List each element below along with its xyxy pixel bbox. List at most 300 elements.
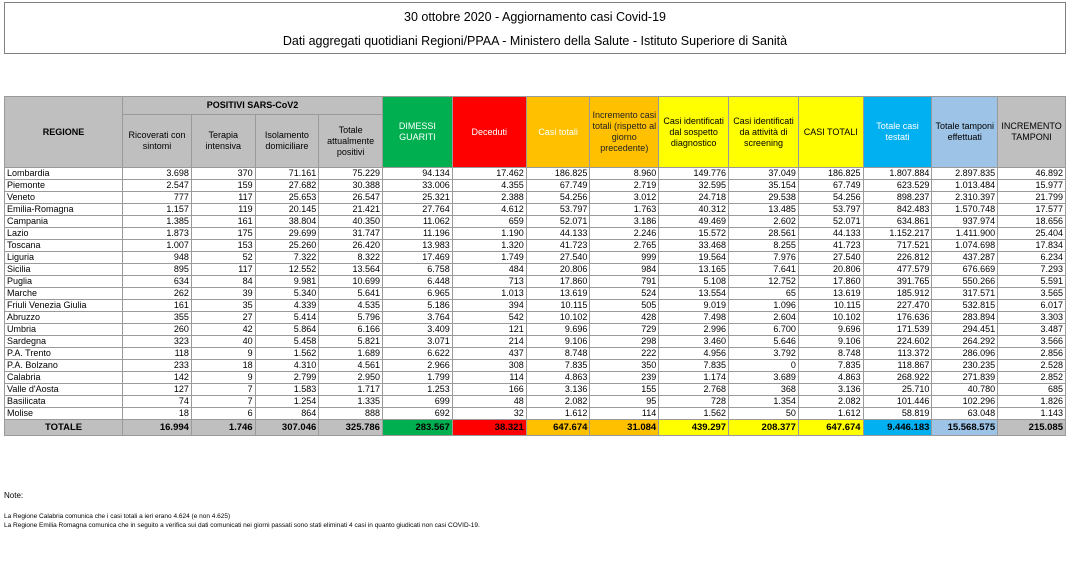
value-cell: 4.612	[452, 204, 526, 216]
value-cell: 1.612	[526, 408, 590, 420]
value-cell: 101.446	[863, 396, 932, 408]
table-row	[5, 360, 1066, 372]
value-cell: 7.293	[998, 264, 1066, 276]
value-cell: 38.804	[255, 216, 319, 228]
value-cell: 33.468	[659, 240, 729, 252]
value-cell: 8.960	[590, 168, 659, 180]
value-cell: 40.312	[659, 204, 729, 216]
value-cell: 6.758	[382, 264, 452, 276]
value-cell: 29.538	[729, 192, 799, 204]
value-cell: 224.602	[863, 336, 932, 348]
value-cell: 3.136	[526, 384, 590, 396]
value-cell: 58.819	[863, 408, 932, 420]
table-row	[5, 336, 1066, 348]
value-cell: 117	[191, 192, 255, 204]
value-cell: 5.414	[255, 312, 319, 324]
value-cell: 161	[123, 300, 192, 312]
table-row	[5, 168, 1066, 180]
col-header-casi-totali-caps: CASI TOTALI	[798, 97, 863, 168]
value-cell: 13.564	[319, 264, 383, 276]
value-cell: 262	[123, 288, 192, 300]
value-cell: 1.799	[382, 372, 452, 384]
value-cell: 2.856	[998, 348, 1066, 360]
value-cell: 121	[452, 324, 526, 336]
value-cell: 13.165	[659, 264, 729, 276]
value-cell: 5.108	[659, 276, 729, 288]
col-header-incremento-casi: Incremento casi totali (rispetto al giorno precedente)	[590, 97, 659, 168]
value-cell: 999	[590, 252, 659, 264]
value-cell: 175	[191, 228, 255, 240]
col-header-casi-totali: Casi totali	[526, 97, 590, 168]
value-cell: 2.528	[998, 360, 1066, 372]
region-name-cell: Toscana	[5, 240, 123, 252]
value-cell: 2.852	[998, 372, 1066, 384]
value-cell: 65	[729, 288, 799, 300]
value-cell: 8.748	[526, 348, 590, 360]
value-cell: 24.718	[659, 192, 729, 204]
value-cell: 17.469	[382, 252, 452, 264]
value-cell: 1.385	[123, 216, 192, 228]
value-cell: 52	[191, 252, 255, 264]
value-cell: 1.562	[659, 408, 729, 420]
value-cell: 10.699	[319, 276, 383, 288]
value-cell: 118.867	[863, 360, 932, 372]
value-cell: 437	[452, 348, 526, 360]
value-cell: 67.749	[526, 180, 590, 192]
value-cell: 29.699	[255, 228, 319, 240]
value-cell: 161	[191, 216, 255, 228]
value-cell: 21.421	[319, 204, 383, 216]
value-cell: 13.619	[526, 288, 590, 300]
value-cell: 186.825	[798, 168, 863, 180]
value-cell: 1.335	[319, 396, 383, 408]
value-cell: 1.717	[319, 384, 383, 396]
value-cell: 26.547	[319, 192, 383, 204]
value-cell: 895	[123, 264, 192, 276]
table-row	[5, 204, 1066, 216]
value-cell: 20.806	[798, 264, 863, 276]
table-row	[5, 384, 1066, 396]
value-cell: 5.591	[998, 276, 1066, 288]
value-cell: 4.561	[319, 360, 383, 372]
value-cell: 437.287	[932, 252, 998, 264]
value-cell: 214	[452, 336, 526, 348]
value-cell: 1.074.698	[932, 240, 998, 252]
value-cell: 1.411.900	[932, 228, 998, 240]
table-row	[5, 396, 1066, 408]
value-cell: 9	[191, 348, 255, 360]
value-cell: 27.540	[526, 252, 590, 264]
value-cell: 48	[452, 396, 526, 408]
value-cell: 27	[191, 312, 255, 324]
value-cell: 7.835	[798, 360, 863, 372]
value-cell: 5.796	[319, 312, 383, 324]
value-cell: 623.529	[863, 180, 932, 192]
value-cell: 428	[590, 312, 659, 324]
value-cell: 230.235	[932, 360, 998, 372]
total-value-cell: 31.084	[590, 420, 659, 436]
value-cell: 32	[452, 408, 526, 420]
value-cell: 6	[191, 408, 255, 420]
value-cell: 15.977	[998, 180, 1066, 192]
total-value-cell: 307.046	[255, 420, 319, 436]
value-cell: 30.388	[319, 180, 383, 192]
value-cell: 298	[590, 336, 659, 348]
value-cell: 4.339	[255, 300, 319, 312]
value-cell: 6.622	[382, 348, 452, 360]
table-row	[5, 180, 1066, 192]
value-cell: 4.956	[659, 348, 729, 360]
value-cell: 21.799	[998, 192, 1066, 204]
value-cell: 26.420	[319, 240, 383, 252]
value-cell: 9.696	[526, 324, 590, 336]
value-cell: 114	[452, 372, 526, 384]
value-cell: 264.292	[932, 336, 998, 348]
value-cell: 317.571	[932, 288, 998, 300]
value-cell: 3.764	[382, 312, 452, 324]
value-cell: 1.583	[255, 384, 319, 396]
value-cell: 2.996	[659, 324, 729, 336]
value-cell: 17.860	[798, 276, 863, 288]
value-cell: 17.860	[526, 276, 590, 288]
value-cell: 40.350	[319, 216, 383, 228]
table-row	[5, 372, 1066, 384]
value-cell: 171.539	[863, 324, 932, 336]
value-cell: 50	[729, 408, 799, 420]
value-cell: 1.612	[798, 408, 863, 420]
value-cell: 370	[191, 168, 255, 180]
table-row	[5, 192, 1066, 204]
value-cell: 1.807.884	[863, 168, 932, 180]
value-cell: 20.806	[526, 264, 590, 276]
value-cell: 75.229	[319, 168, 383, 180]
col-header-isolamento: Isolamento domiciliare	[255, 115, 319, 168]
value-cell: 142	[123, 372, 192, 384]
region-name-cell: Puglia	[5, 276, 123, 288]
total-label: TOTALE	[5, 420, 123, 436]
value-cell: 505	[590, 300, 659, 312]
value-cell: 1.873	[123, 228, 192, 240]
value-cell: 18.656	[998, 216, 1066, 228]
value-cell: 4.535	[319, 300, 383, 312]
value-cell: 3.487	[998, 324, 1066, 336]
value-cell: 350	[590, 360, 659, 372]
value-cell: 6.166	[319, 324, 383, 336]
report-header	[4, 2, 1066, 54]
value-cell: 692	[382, 408, 452, 420]
total-value-cell: 1.746	[191, 420, 255, 436]
value-cell: 699	[382, 396, 452, 408]
value-cell: 1.174	[659, 372, 729, 384]
col-header-screening: Casi identificati da attività di screening	[729, 97, 799, 168]
note-line-1: La Regione Calabria comunica che i casi totali a ieri erano 4.624 (e non 4.625)	[4, 513, 231, 520]
value-cell: 46.892	[998, 168, 1066, 180]
value-cell: 1.157	[123, 204, 192, 216]
value-cell: 1.096	[729, 300, 799, 312]
value-cell: 166	[452, 384, 526, 396]
value-cell: 2.604	[729, 312, 799, 324]
value-cell: 3.136	[798, 384, 863, 396]
value-cell: 1.320	[452, 240, 526, 252]
region-name-cell: Abruzzo	[5, 312, 123, 324]
value-cell: 6.965	[382, 288, 452, 300]
table-body	[5, 168, 1066, 436]
value-cell: 6.448	[382, 276, 452, 288]
total-value-cell: 9.446.183	[863, 420, 932, 436]
value-cell: 53.797	[798, 204, 863, 216]
value-cell: 898.237	[863, 192, 932, 204]
table-row	[5, 288, 1066, 300]
value-cell: 5.821	[319, 336, 383, 348]
value-cell: 12.752	[729, 276, 799, 288]
value-cell: 226.812	[863, 252, 932, 264]
value-cell: 49.469	[659, 216, 729, 228]
value-cell: 283.894	[932, 312, 998, 324]
value-cell: 9.106	[798, 336, 863, 348]
col-header-testati: Totale casi testati	[863, 97, 932, 168]
value-cell: 114	[590, 408, 659, 420]
value-cell: 41.723	[526, 240, 590, 252]
value-cell: 117	[191, 264, 255, 276]
value-cell: 7	[191, 384, 255, 396]
value-cell: 7	[191, 396, 255, 408]
value-cell: 63.048	[932, 408, 998, 420]
value-cell: 2.388	[452, 192, 526, 204]
value-cell: 5.646	[729, 336, 799, 348]
value-cell: 1.763	[590, 204, 659, 216]
value-cell: 42	[191, 324, 255, 336]
value-cell: 239	[590, 372, 659, 384]
value-cell: 1.143	[998, 408, 1066, 420]
value-cell: 18	[191, 360, 255, 372]
value-cell: 4.863	[526, 372, 590, 384]
value-cell: 1.354	[729, 396, 799, 408]
value-cell: 1.254	[255, 396, 319, 408]
value-cell: 9.981	[255, 276, 319, 288]
value-cell: 9.019	[659, 300, 729, 312]
value-cell: 1.190	[452, 228, 526, 240]
value-cell: 842.483	[863, 204, 932, 216]
value-cell: 1.013.484	[932, 180, 998, 192]
region-name-cell: Marche	[5, 288, 123, 300]
value-cell: 44.133	[798, 228, 863, 240]
value-cell: 1.152.217	[863, 228, 932, 240]
value-cell: 25.710	[863, 384, 932, 396]
value-cell: 1.689	[319, 348, 383, 360]
value-cell: 634	[123, 276, 192, 288]
value-cell: 5.864	[255, 324, 319, 336]
value-cell: 2.719	[590, 180, 659, 192]
col-group-positivi: POSITIVI SARS-CoV2	[123, 97, 383, 115]
value-cell: 155	[590, 384, 659, 396]
region-name-cell: Emilia-Romagna	[5, 204, 123, 216]
col-header-sospetto: Casi identificati dal sospetto diagnostico	[659, 97, 729, 168]
value-cell: 3.792	[729, 348, 799, 360]
value-cell: 27.682	[255, 180, 319, 192]
value-cell: 54.256	[526, 192, 590, 204]
value-cell: 260	[123, 324, 192, 336]
value-cell: 13.554	[659, 288, 729, 300]
value-cell: 268.922	[863, 372, 932, 384]
value-cell: 2.897.835	[932, 168, 998, 180]
value-cell: 95	[590, 396, 659, 408]
value-cell: 159	[191, 180, 255, 192]
value-cell: 32.595	[659, 180, 729, 192]
total-value-cell: 647.674	[798, 420, 863, 436]
value-cell: 11.062	[382, 216, 452, 228]
value-cell: 3.409	[382, 324, 452, 336]
region-name-cell: Sardegna	[5, 336, 123, 348]
value-cell: 3.460	[659, 336, 729, 348]
value-cell: 41.723	[798, 240, 863, 252]
value-cell: 71.161	[255, 168, 319, 180]
value-cell: 10.115	[798, 300, 863, 312]
col-header-ricoverati: Ricoverati con sintomi	[123, 115, 192, 168]
table-row	[5, 300, 1066, 312]
total-value-cell: 439.297	[659, 420, 729, 436]
total-value-cell: 208.377	[729, 420, 799, 436]
value-cell: 524	[590, 288, 659, 300]
value-cell: 477.579	[863, 264, 932, 276]
col-header-terapia: Terapia intensiva	[191, 115, 255, 168]
value-cell: 7.322	[255, 252, 319, 264]
total-value-cell: 16.994	[123, 420, 192, 436]
value-cell: 17.577	[998, 204, 1066, 216]
value-cell: 31.747	[319, 228, 383, 240]
value-cell: 27.540	[798, 252, 863, 264]
report-subtitle: Dati aggregati quotidiani Regioni/PPAA - Ministero della Salute - Istituto Superiore di Sanità	[282, 34, 788, 48]
value-cell: 7.498	[659, 312, 729, 324]
region-name-cell: Piemonte	[5, 180, 123, 192]
value-cell: 286.096	[932, 348, 998, 360]
value-cell: 27.764	[382, 204, 452, 216]
total-value-cell: 38.321	[452, 420, 526, 436]
value-cell: 10.102	[526, 312, 590, 324]
table-row	[5, 240, 1066, 252]
value-cell: 2.799	[255, 372, 319, 384]
region-name-cell: Molise	[5, 408, 123, 420]
value-cell: 25.653	[255, 192, 319, 204]
region-name-cell: Campania	[5, 216, 123, 228]
value-cell: 685	[998, 384, 1066, 396]
value-cell: 119	[191, 204, 255, 216]
value-cell: 271.839	[932, 372, 998, 384]
value-cell: 308	[452, 360, 526, 372]
value-cell: 542	[452, 312, 526, 324]
value-cell: 323	[123, 336, 192, 348]
value-cell: 40.780	[932, 384, 998, 396]
total-row	[5, 420, 1066, 436]
value-cell: 659	[452, 216, 526, 228]
value-cell: 7.976	[729, 252, 799, 264]
region-name-cell: Lazio	[5, 228, 123, 240]
value-cell: 2.082	[798, 396, 863, 408]
value-cell: 1.007	[123, 240, 192, 252]
value-cell: 227.470	[863, 300, 932, 312]
value-cell: 53.797	[526, 204, 590, 216]
value-cell: 394	[452, 300, 526, 312]
value-cell: 2.310.397	[932, 192, 998, 204]
value-cell: 186.825	[526, 168, 590, 180]
value-cell: 8.255	[729, 240, 799, 252]
value-cell: 17.834	[998, 240, 1066, 252]
region-name-cell: P.A. Bolzano	[5, 360, 123, 372]
covid-data-table	[4, 96, 1066, 436]
value-cell: 40	[191, 336, 255, 348]
table-row	[5, 228, 1066, 240]
notes-label: Note:	[4, 491, 24, 500]
value-cell: 6.017	[998, 300, 1066, 312]
value-cell: 7.835	[659, 360, 729, 372]
value-cell: 948	[123, 252, 192, 264]
value-cell: 28.561	[729, 228, 799, 240]
region-name-cell: Friuli Venezia Giulia	[5, 300, 123, 312]
value-cell: 2.768	[659, 384, 729, 396]
value-cell: 355	[123, 312, 192, 324]
value-cell: 102.296	[932, 396, 998, 408]
value-cell: 2.547	[123, 180, 192, 192]
value-cell: 1.570.748	[932, 204, 998, 216]
value-cell: 391.765	[863, 276, 932, 288]
value-cell: 729	[590, 324, 659, 336]
value-cell: 39	[191, 288, 255, 300]
value-cell: 118	[123, 348, 192, 360]
col-header-regione: REGIONE	[5, 97, 123, 168]
value-cell: 2.950	[319, 372, 383, 384]
value-cell: 19.564	[659, 252, 729, 264]
value-cell: 74	[123, 396, 192, 408]
value-cell: 8.322	[319, 252, 383, 264]
total-value-cell: 283.567	[382, 420, 452, 436]
value-cell: 52.071	[526, 216, 590, 228]
value-cell: 777	[123, 192, 192, 204]
value-cell: 368	[729, 384, 799, 396]
value-cell: 37.049	[729, 168, 799, 180]
value-cell: 676.669	[932, 264, 998, 276]
col-header-incremento-tamponi: INCREMENTO TAMPONI	[998, 97, 1066, 168]
value-cell: 222	[590, 348, 659, 360]
value-cell: 9	[191, 372, 255, 384]
col-header-totale-positivi: Totale attualmente positivi	[319, 115, 383, 168]
value-cell: 791	[590, 276, 659, 288]
value-cell: 634.861	[863, 216, 932, 228]
value-cell: 33.006	[382, 180, 452, 192]
value-cell: 5.641	[319, 288, 383, 300]
value-cell: 54.256	[798, 192, 863, 204]
value-cell: 25.321	[382, 192, 452, 204]
value-cell: 2.966	[382, 360, 452, 372]
table-row	[5, 252, 1066, 264]
table-row	[5, 348, 1066, 360]
value-cell: 13.983	[382, 240, 452, 252]
total-value-cell: 15.568.575	[932, 420, 998, 436]
value-cell: 713	[452, 276, 526, 288]
value-cell: 3.186	[590, 216, 659, 228]
total-value-cell: 215.085	[998, 420, 1066, 436]
value-cell: 7.641	[729, 264, 799, 276]
table-row	[5, 324, 1066, 336]
value-cell: 3.303	[998, 312, 1066, 324]
value-cell: 7.835	[526, 360, 590, 372]
value-cell: 127	[123, 384, 192, 396]
region-name-cell: Lombardia	[5, 168, 123, 180]
value-cell: 15.572	[659, 228, 729, 240]
value-cell: 153	[191, 240, 255, 252]
value-cell: 294.451	[932, 324, 998, 336]
value-cell: 3.012	[590, 192, 659, 204]
value-cell: 11.196	[382, 228, 452, 240]
col-header-tamponi: Totale tamponi effettuati	[932, 97, 998, 168]
